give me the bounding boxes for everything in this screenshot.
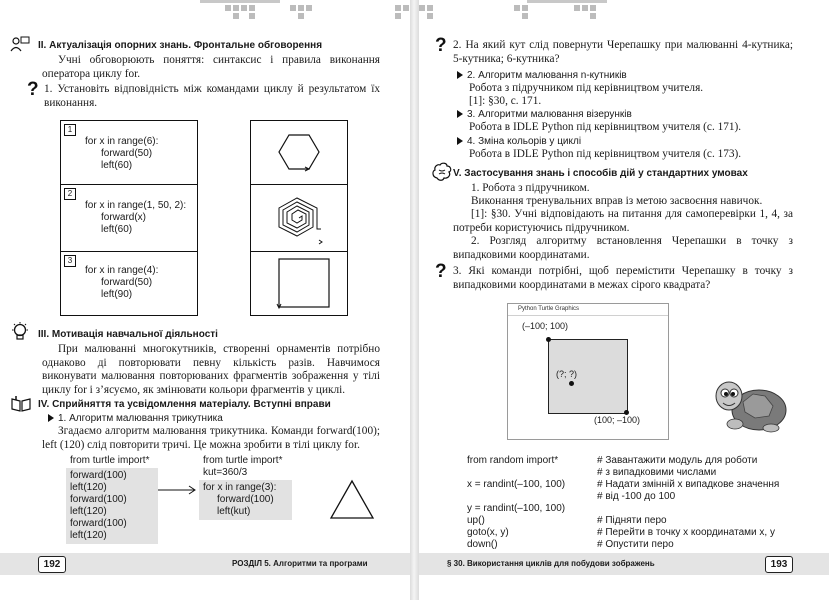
item-1 [48, 413, 223, 424]
code-line: forward(100) [70, 470, 127, 481]
question-3-text: 3. Які команди потрібні, щоб перемістити Черепашку в точку з випадковими координатами в межах сірого квадрата? [453, 265, 793, 291]
code-line: for x in range(6): [85, 136, 159, 147]
question-1-text: 1. Установіть відповідність між командами циклу й результатом їх виконання. [44, 83, 380, 109]
code-line: for x in range(1, 50, 2): [85, 200, 187, 211]
square-shape [251, 252, 347, 315]
section-2-text: Учні обговорюють поняття: синтаксис і правила виконання оператора циклу for. [42, 54, 380, 80]
question-icon: ? [27, 79, 39, 100]
item-3-title: 3. Алгоритми малювання візерунків [467, 109, 632, 120]
lightbulb-icon [10, 322, 30, 342]
code-comment: # Завантажити модуль для роботи [597, 455, 758, 466]
code-box-3 [60, 251, 198, 316]
section-3-heading: III. Мотивація навчальної діяльності [38, 329, 218, 340]
code-b-block [199, 480, 292, 520]
section-3-text: При малюванні многокутників, створенні орнаментів потрібно однаково ді повторювати певну кількість разів. Навчимося виконувати малювання повторюваних фрагментів зображення у тілі циклу for і з’ясуємо, як змінювати кольори фрагментів у циклі. [42, 343, 380, 396]
code-row: x = randint(–100, 100) [467, 479, 566, 490]
bullet-arrow-icon [457, 137, 463, 145]
item-2 [457, 70, 627, 81]
code-row: from random import* [467, 455, 559, 466]
result-box-spiral [250, 184, 348, 252]
page-number: 193 [765, 556, 793, 573]
window-title: Python Turtle Graphics [508, 304, 668, 316]
code-comment: # від -100 до 100 [597, 491, 676, 502]
item-2-line: Робота з підручником під керівництвом учителя. [469, 82, 704, 94]
item-3 [457, 109, 632, 120]
hexagon-shape [251, 121, 347, 184]
turtle-mascot-icon [713, 372, 791, 434]
section-2-heading: II. Актуалізація опорних знань. Фронтальне обговорення [38, 40, 323, 51]
section-5-line: Виконання тренувальних вправ із метою засвоєння навичок. [471, 195, 763, 207]
coord-top-left: (–100; 100) [522, 321, 569, 331]
footer-chapter: РОЗДІЛ 5. Алгоритми та програми [232, 559, 368, 568]
bullet-arrow-icon [457, 71, 463, 79]
code-line: left(60) [101, 160, 133, 171]
result-box-square [250, 251, 348, 316]
code-box-2 [60, 184, 198, 252]
code-line: for x in range(4): [85, 265, 159, 276]
code-a-block [66, 468, 158, 544]
left-footer [0, 553, 410, 575]
section-5-line: 2. Розгляд алгоритму встановлення Черепашки в точку з випадковими координатами. [453, 235, 793, 261]
code-b-header-1: from turtle import* [203, 455, 283, 466]
section-5-line: [1]: §30. Учні відповідають на питання для самоперевірки 1, 4, за потреби користуючись підручником. [453, 208, 793, 234]
result-box-hexagon [250, 120, 348, 185]
bullet-arrow-icon [457, 110, 463, 118]
section-4-text: Згадаємо алгоритм малювання трикутника. Команди forward(100); left (120) слід повторити тричі. Це можна зробити в тілі циклу for. [42, 425, 380, 451]
code-row: y = randint(–100, 100) [467, 503, 566, 514]
code-line: left(120) [70, 530, 107, 541]
right-footer [419, 553, 829, 575]
corner-point [546, 337, 551, 342]
code-line: forward(100) [217, 494, 274, 505]
item-1-title: 1. Алгоритм малювання трикутника [58, 413, 223, 424]
section-5-heading: V. Застосування знань і способів дій у стандартних умовах [453, 168, 748, 179]
section-4-heading: IV. Сприйняття та усвідомлення матеріалу. Вступні вправи [38, 399, 331, 410]
code-line: for x in range(3): [203, 482, 277, 493]
code-line: left(120) [70, 506, 107, 517]
box-number: 3 [64, 255, 76, 267]
top-deco-line [527, 0, 607, 3]
code-b-header-2: kut=360/3 [203, 467, 248, 478]
code-line: left(120) [70, 482, 107, 493]
item-4 [457, 136, 581, 147]
code-line: left(kut) [217, 506, 251, 517]
question-icon: ? [435, 261, 447, 282]
code-box-1 [60, 120, 198, 185]
code-line: forward(100) [70, 518, 127, 529]
item-4-title: 4. Зміна кольорів у циклі [467, 136, 582, 147]
code-line: forward(50) [101, 277, 153, 288]
code-comment: # Підняти перо [597, 515, 667, 526]
coord-random: (?; ?) [556, 369, 578, 379]
code-line: forward(100) [70, 494, 127, 505]
book-icon [10, 396, 32, 412]
item-2-title: 2. Алгоритм малювання n-кутників [467, 70, 627, 81]
code-a-header: from turtle import* [70, 455, 150, 466]
coord-bottom-right: (100; –100) [594, 415, 641, 425]
random-point [569, 381, 574, 386]
footer-section: § 30. Використання циклів для побудови зображень [447, 559, 655, 568]
bullet-arrow-icon [48, 414, 54, 422]
code-line: forward(50) [101, 148, 153, 159]
page-number: 192 [38, 556, 66, 573]
discussion-icon [10, 36, 30, 52]
brain-icon [431, 162, 453, 182]
code-comment: # Надати змінній x випадкове значення [597, 479, 780, 490]
question-2-text: 2. На який кут слід повернути Черепашку при малюванні 4-кутника; 5-кутника; 6-кутника? [453, 39, 793, 65]
code-line: forward(x) [101, 212, 147, 223]
code-row: down() [467, 539, 498, 550]
box-number: 1 [64, 124, 76, 136]
right-page [419, 0, 829, 600]
turtle-graphics-window [507, 303, 669, 440]
item-3-line: Робота в IDLE Python під керівництвом учителя (с. 171). [469, 121, 742, 133]
spiral-shape [251, 185, 347, 251]
box-number: 2 [64, 188, 76, 200]
code-comment: # Перейти в точку x координатами x, y [597, 527, 775, 538]
code-comment: # Опустити перо [597, 539, 674, 550]
arrow-right-icon [158, 485, 198, 495]
item-2-line: [1]: §30, с. 171. [469, 95, 542, 107]
code-row: up() [467, 515, 485, 526]
code-comment: # з випадковими числами [597, 467, 717, 478]
code-line: left(60) [101, 224, 133, 235]
code-row: goto(x, y) [467, 527, 509, 538]
triangle-shape [328, 478, 376, 522]
item-4-line: Робота в IDLE Python під керівництвом учителя (с. 173). [469, 148, 742, 160]
book-gutter [410, 0, 419, 600]
code-line: left(90) [101, 289, 133, 300]
section-5-line: 1. Робота з підручником. [471, 182, 590, 194]
question-icon: ? [435, 35, 447, 56]
top-deco-line [200, 0, 280, 3]
left-page [0, 0, 410, 600]
